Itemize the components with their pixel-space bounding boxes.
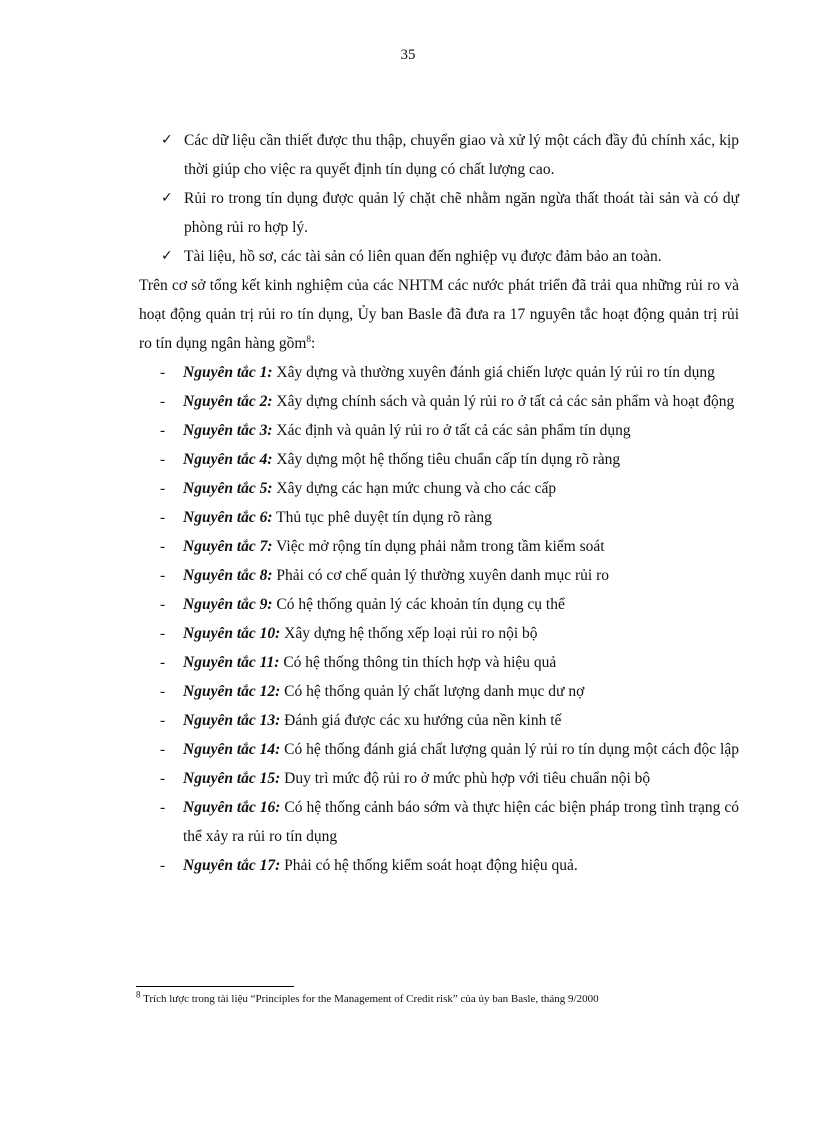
page-number: 35: [400, 47, 416, 63]
checklist-item: [161, 242, 739, 271]
check-icon: ✓: [161, 190, 173, 206]
footnote-number: 8: [136, 989, 141, 1000]
dash-bullet: -: [160, 451, 166, 468]
principle-item: [160, 358, 739, 387]
principle-title: Nguyên tắc 8:: [183, 567, 273, 584]
dash-bullet: -: [160, 538, 166, 555]
principle-text: Duy trì mức độ rủi ro ở mức phù hợp với tiêu chuẩn nội bộ: [284, 770, 651, 787]
principle-item: [160, 648, 739, 677]
footnote: [136, 989, 756, 1006]
dash-bullet: -: [160, 393, 166, 410]
principle-item: [160, 764, 739, 793]
principle-text: Có hệ thống thông tin thích hợp và hiệu quả: [283, 654, 557, 671]
principle-title: Nguyên tắc 3:: [183, 422, 273, 439]
dash-bullet: -: [160, 741, 166, 758]
principle-title: Nguyên tắc 13:: [183, 712, 281, 729]
principle-text: Có hệ thống cảnh báo sớm và thực hiện các biện pháp trong tình trạng có thể xảy ra rủi ro tín dụng: [183, 799, 740, 845]
dash-bullet: -: [160, 509, 166, 526]
dash-bullet: -: [160, 770, 166, 787]
principle-item: [160, 503, 739, 532]
principle-title: Nguyên tắc 17:: [183, 857, 281, 874]
check-icon: ✓: [161, 248, 173, 264]
intro-text: Trên cơ sở tổng kết kinh nghiệm của các NHTM các nước phát triển đã trải qua những rủi ro và hoạt động quản trị rủi ro tín dụng, Ủy ban Basle đã đưa ra 17 nguyên tắc hoạt động quản trị rủi ro tín dụng ngân hàng gồm: [139, 277, 739, 352]
principle-item: [160, 416, 739, 445]
dash-bullet: -: [160, 654, 166, 671]
principle-title: Nguyên tắc 2:: [183, 393, 273, 410]
intro-paragraph: [139, 271, 739, 358]
principle-text: Xây dựng các hạn mức chung và cho các cấp: [276, 480, 557, 497]
principle-title: Nguyên tắc 16:: [183, 799, 281, 816]
principle-title: Nguyên tắc 14:: [183, 741, 281, 758]
checklist-item-text: Tài liệu, hồ sơ, các tài sản có liên quan đến nghiệp vụ được đảm bảo an toàn.: [184, 248, 662, 265]
principle-text: Xây dựng một hệ thống tiêu chuẩn cấp tín dụng rõ ràng: [276, 451, 621, 468]
principle-text: Xây dựng hệ thống xếp loại rủi ro nội bộ: [284, 625, 538, 642]
principle-title: Nguyên tắc 7:: [183, 538, 273, 555]
principle-text: Có hệ thống đánh giá chất lượng quản lý rủi ro tín dụng một cách độc lập: [284, 741, 739, 758]
principle-item: [160, 706, 739, 735]
page-body: [139, 126, 740, 880]
principle-text: Phải có hệ thống kiểm soát hoạt động hiệu quả.: [284, 857, 578, 874]
dash-bullet: -: [160, 625, 166, 642]
footnote-text: Trích lược trong tài liệu “Principles for the Management of Credit risk” của ủy ban Basle, tháng 9/2000: [143, 993, 599, 1005]
principle-item: [160, 561, 739, 590]
principle-text: Có hệ thống quản lý các khoản tín dụng cụ thể: [276, 596, 565, 613]
principle-title: Nguyên tắc 12:: [183, 683, 281, 700]
principle-title: Nguyên tắc 4:: [183, 451, 273, 468]
dash-bullet: -: [160, 712, 166, 729]
principle-text: Đánh giá được các xu hướng của nền kinh tế: [284, 712, 562, 729]
dash-bullet: -: [160, 857, 166, 874]
dash-bullet: -: [160, 364, 166, 381]
dash-bullet: -: [160, 567, 166, 584]
principle-title: Nguyên tắc 15:: [183, 770, 281, 787]
checklist-item: [161, 184, 739, 242]
intro-suffix: :: [310, 335, 316, 352]
principle-item: [160, 532, 739, 561]
checklist-item-text: Rủi ro trong tín dụng được quản lý chặt chẽ nhằm ngăn ngừa thất thoát tài sản và có dự phòng rủi ro hợp lý.: [184, 190, 739, 236]
principle-item: [160, 474, 739, 503]
principle-text: Việc mở rộng tín dụng phải nằm trong tầm kiểm soát: [276, 538, 605, 555]
principle-text: Xây dựng và thường xuyên đánh giá chiến lược quản lý rủi ro tín dụng: [276, 364, 715, 381]
dash-bullet: -: [160, 799, 166, 816]
principle-item: [160, 619, 739, 648]
dash-bullet: -: [160, 596, 166, 613]
principle-item: [160, 851, 739, 880]
principle-item: [160, 793, 739, 851]
principle-item: [160, 387, 739, 416]
principle-text: Xác định và quản lý rủi ro ở tất cả các sản phẩm tín dụng: [276, 422, 631, 439]
check-icon: ✓: [161, 132, 173, 148]
footnote-divider: [136, 986, 294, 987]
dash-bullet: -: [160, 422, 166, 439]
checklist: [161, 126, 739, 271]
principle-text: Có hệ thống quản lý chất lượng danh mục dư nợ: [284, 683, 585, 700]
principle-text: Xây dựng chính sách và quản lý rủi ro ở tất cả các sản phẩm và hoạt động: [276, 393, 735, 410]
principle-title: Nguyên tắc 1:: [183, 364, 273, 381]
checklist-item: [161, 126, 739, 184]
dash-bullet: -: [160, 683, 166, 700]
principle-item: [160, 445, 739, 474]
principle-text: Phải có cơ chế quản lý thường xuyên danh mục rủi ro: [276, 567, 609, 584]
principle-title: Nguyên tắc 10:: [183, 625, 281, 642]
dash-bullet: -: [160, 480, 166, 497]
principle-item: [160, 677, 739, 706]
principles-list: [160, 358, 739, 880]
checklist-item-text: Các dữ liệu cần thiết được thu thập, chuyển giao và xử lý một cách đầy đủ chính xác, kịp thời giúp cho việc ra quyết định tín dụng có chất lượng cao.: [184, 132, 739, 178]
principle-title: Nguyên tắc 5:: [183, 480, 273, 497]
principle-title: Nguyên tắc 6:: [183, 509, 273, 526]
principle-text: Thủ tục phê duyệt tín dụng rõ ràng: [276, 509, 492, 526]
principle-title: Nguyên tắc 9:: [183, 596, 273, 613]
principle-item: [160, 735, 739, 764]
principle-item: [160, 590, 739, 619]
principle-title: Nguyên tắc 11:: [183, 654, 280, 671]
footnote-reference[interactable]: 8: [306, 333, 311, 344]
